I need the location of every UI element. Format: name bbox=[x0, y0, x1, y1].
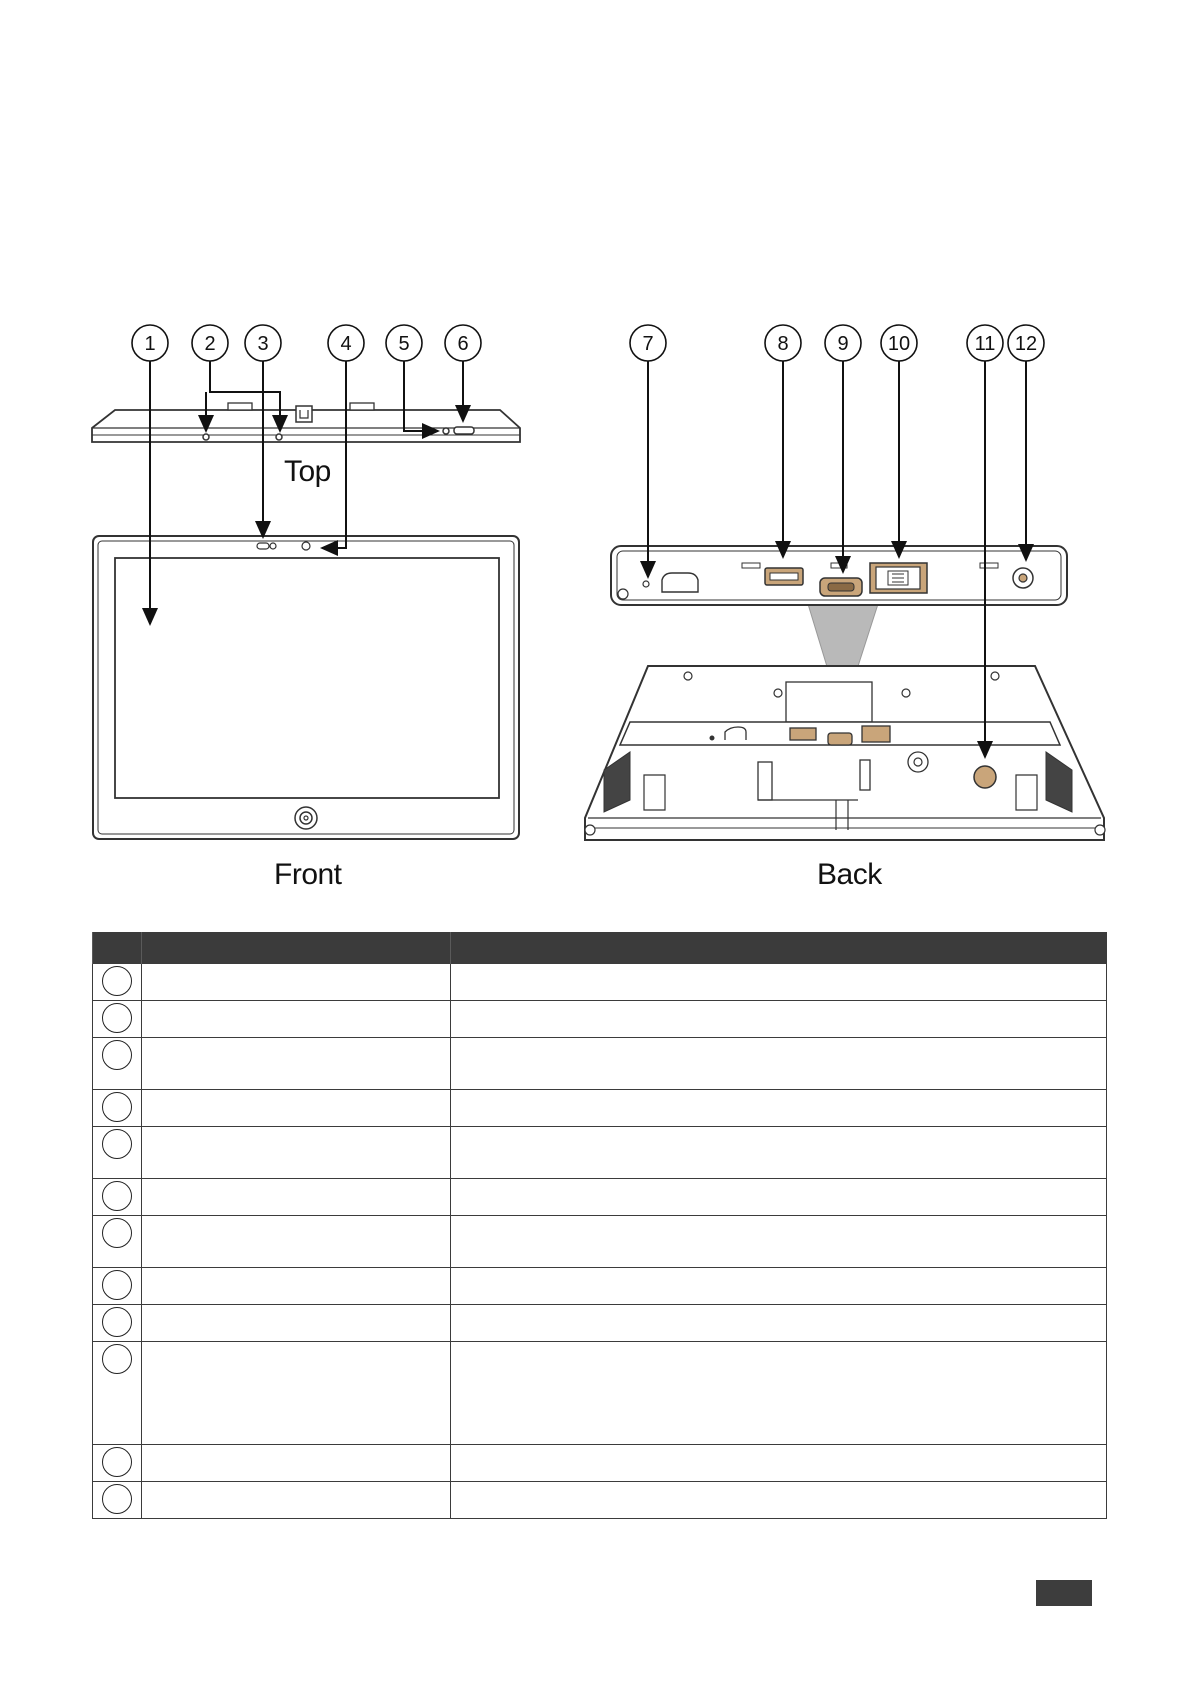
feature-table bbox=[92, 932, 1107, 1519]
svg-text:11: 11 bbox=[974, 333, 996, 355]
function-cell bbox=[451, 1090, 1107, 1127]
row-number-circle bbox=[102, 966, 132, 996]
table-row bbox=[93, 1179, 1107, 1216]
feature-cell bbox=[142, 1268, 451, 1305]
svg-text:2: 2 bbox=[204, 333, 216, 355]
function-cell bbox=[451, 1216, 1107, 1268]
svg-text:7: 7 bbox=[642, 333, 654, 355]
callout-3 bbox=[245, 325, 281, 361]
feature-cell bbox=[142, 1342, 451, 1445]
table-row bbox=[93, 1305, 1107, 1342]
svg-text:12: 12 bbox=[1014, 333, 1038, 355]
svg-text:4: 4 bbox=[340, 333, 352, 355]
function-cell bbox=[451, 1038, 1107, 1090]
feature-cell bbox=[142, 1038, 451, 1090]
callout-5 bbox=[386, 325, 422, 361]
function-cell bbox=[451, 1127, 1107, 1179]
row-number-cell bbox=[93, 1090, 142, 1127]
callout-2 bbox=[192, 325, 228, 361]
function-cell bbox=[451, 1445, 1107, 1482]
feature-cell bbox=[142, 1090, 451, 1127]
page-number-tab bbox=[1036, 1580, 1092, 1606]
function-cell bbox=[451, 964, 1107, 1001]
table-row bbox=[93, 1038, 1107, 1090]
table-row bbox=[93, 1482, 1107, 1519]
callout-1 bbox=[132, 325, 168, 361]
function-cell bbox=[451, 1482, 1107, 1519]
feature-cell bbox=[142, 1179, 451, 1216]
row-number-circle bbox=[102, 1270, 132, 1300]
feature-cell bbox=[142, 1216, 451, 1268]
feature-cell bbox=[142, 964, 451, 1001]
row-number-cell bbox=[93, 1216, 142, 1268]
table-row bbox=[93, 1001, 1107, 1038]
row-number-cell bbox=[93, 1305, 142, 1342]
callout-7 bbox=[630, 325, 666, 361]
feature-cell bbox=[142, 1482, 451, 1519]
header-feature bbox=[142, 932, 451, 964]
back-device-drawing bbox=[585, 666, 1105, 840]
row-number-circle bbox=[102, 1218, 132, 1248]
function-cell bbox=[451, 1001, 1107, 1038]
callout-circles bbox=[132, 325, 1044, 361]
view-title-back: Back bbox=[817, 858, 882, 891]
callout-11 bbox=[967, 325, 1003, 361]
row-number-cell bbox=[93, 1001, 142, 1038]
table-header-row bbox=[93, 932, 1107, 964]
callout-6 bbox=[445, 325, 481, 361]
row-number-cell bbox=[93, 1038, 142, 1090]
table-row bbox=[93, 1216, 1107, 1268]
view-title-top: Top bbox=[284, 455, 331, 488]
table-row bbox=[93, 1127, 1107, 1179]
feature-cell bbox=[142, 1445, 451, 1482]
svg-text:9: 9 bbox=[837, 333, 849, 355]
row-number-circle bbox=[102, 1447, 132, 1477]
row-number-cell bbox=[93, 1342, 142, 1445]
function-cell bbox=[451, 1268, 1107, 1305]
row-number-cell bbox=[93, 1179, 142, 1216]
row-number-circle bbox=[102, 1129, 132, 1159]
row-number-circle bbox=[102, 1181, 132, 1211]
row-number-cell bbox=[93, 1127, 142, 1179]
table-row bbox=[93, 1342, 1107, 1445]
function-cell bbox=[451, 1179, 1107, 1216]
svg-text:3: 3 bbox=[257, 333, 269, 355]
header-number bbox=[93, 932, 142, 964]
row-number-circle bbox=[102, 1307, 132, 1337]
row-number-cell bbox=[93, 1445, 142, 1482]
table-row bbox=[93, 964, 1107, 1001]
table-row bbox=[93, 1090, 1107, 1127]
row-number-cell bbox=[93, 1482, 142, 1519]
row-number-cell bbox=[93, 964, 142, 1001]
row-number-circle bbox=[102, 1344, 132, 1374]
svg-text:1: 1 bbox=[144, 333, 156, 355]
front-view-drawing bbox=[93, 536, 519, 839]
row-number-circle bbox=[102, 1092, 132, 1122]
callout-10 bbox=[881, 325, 917, 361]
header-function bbox=[451, 932, 1107, 964]
svg-text:6: 6 bbox=[457, 333, 469, 355]
row-number-circle bbox=[102, 1484, 132, 1514]
svg-text:5: 5 bbox=[398, 333, 410, 355]
table-row bbox=[93, 1445, 1107, 1482]
feature-cell bbox=[142, 1001, 451, 1038]
svg-text:8: 8 bbox=[777, 333, 789, 355]
callout-4 bbox=[328, 325, 364, 361]
svg-text:10: 10 bbox=[887, 333, 911, 355]
top-view-drawing bbox=[92, 403, 520, 442]
feature-cell bbox=[142, 1127, 451, 1179]
row-number-circle bbox=[102, 1040, 132, 1070]
callout-9 bbox=[825, 325, 861, 361]
feature-cell bbox=[142, 1305, 451, 1342]
row-number-cell bbox=[93, 1268, 142, 1305]
table-row bbox=[93, 1268, 1107, 1305]
callout-12 bbox=[1008, 325, 1044, 361]
callout-8 bbox=[765, 325, 801, 361]
function-cell bbox=[451, 1342, 1107, 1445]
row-number-circle bbox=[102, 1003, 132, 1033]
function-cell bbox=[451, 1305, 1107, 1342]
view-title-front: Front bbox=[274, 858, 342, 891]
